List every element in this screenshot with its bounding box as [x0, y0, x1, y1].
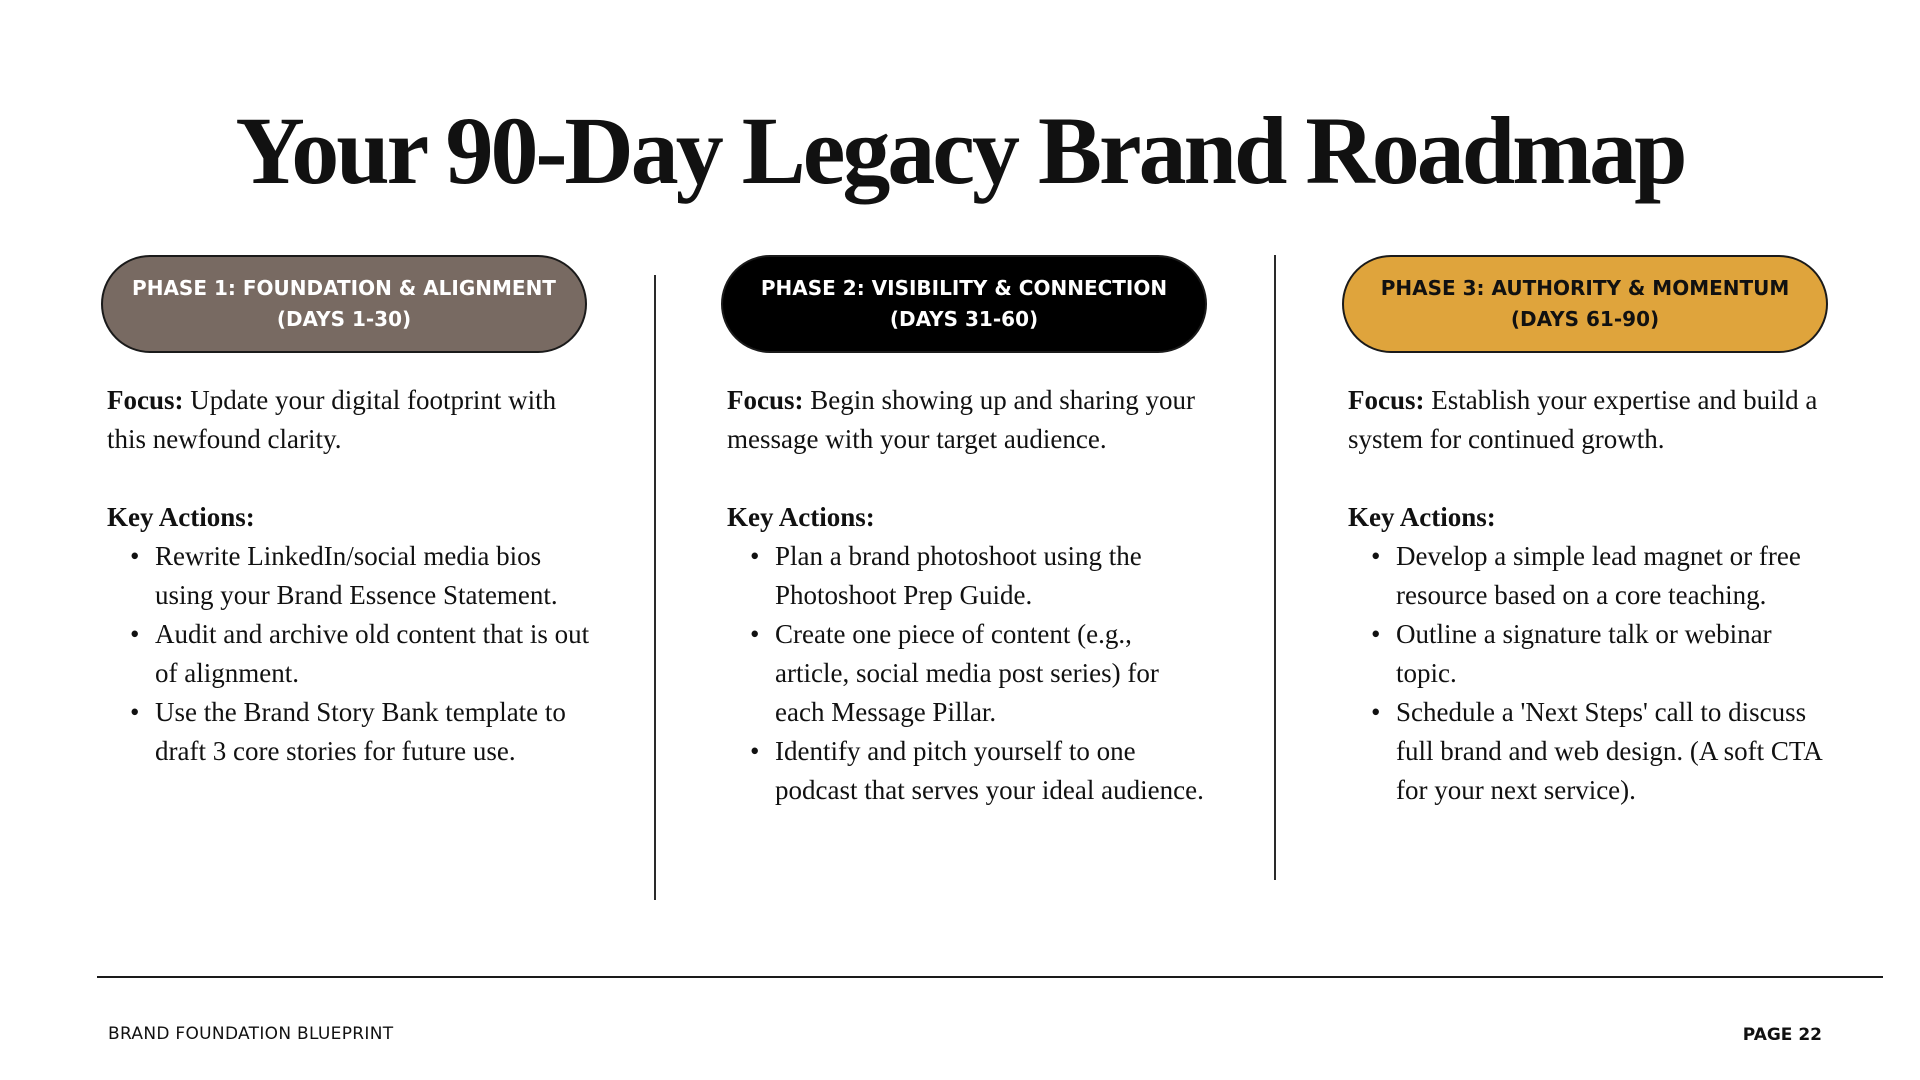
action-item: • Develop a simple lead magnet or free resource based on a core teaching. [1396, 537, 1832, 615]
action-item: • Outline a signature talk or webinar topic. [1396, 615, 1832, 693]
phase-3-column [1342, 255, 1832, 810]
phase-3-badge [1342, 255, 1828, 353]
action-item: • Use the Brand Story Bank template to draft 3 core stories for future use. [155, 693, 591, 771]
phase-2-actions-list [727, 537, 1211, 810]
focus-label: Focus: [727, 385, 804, 415]
phase-3-name: PHASE 3: AUTHORITY & MOMENTUM [1380, 276, 1790, 300]
phase-2-column [721, 255, 1211, 810]
phase-2-name: PHASE 2: VISIBILITY & CONNECTION [760, 276, 1168, 300]
phase-1-key-actions-heading: Key Actions: [107, 502, 255, 532]
phase-1-badge [101, 255, 587, 353]
action-item: • Create one piece of content (e.g., article, social media post series) for each Message Pillar. [775, 615, 1211, 732]
phase-2-days: (DAYS 31-60) [889, 307, 1039, 331]
phase-3-content [1342, 381, 1832, 810]
phase-1-days: (DAYS 1-30) [276, 307, 412, 331]
phase-1-column [101, 255, 591, 771]
focus-label: Focus: [107, 385, 184, 415]
page-title: Your 90-Day Legacy Brand Roadmap [235, 97, 1685, 204]
phase-3-days: (DAYS 61-90) [1510, 307, 1660, 331]
action-item: • Schedule a 'Next Steps' call to discuss full brand and web design. (A soft CTA for your next service). [1396, 693, 1832, 810]
footer-document-title: BRAND FOUNDATION BLUEPRINT [108, 1024, 394, 1044]
phase-3-actions-list [1348, 537, 1832, 810]
page-number: PAGE 22 [1742, 1025, 1822, 1045]
focus-label: Focus: [1348, 385, 1425, 415]
column-divider [1274, 255, 1276, 880]
phase-3-key-actions-heading: Key Actions: [1348, 502, 1496, 532]
phase-2-focus-text: Begin showing up and sharing your message with your target audience. [727, 385, 1195, 454]
phase-1-content [101, 381, 591, 771]
footer-divider [97, 976, 1883, 978]
column-divider [654, 275, 656, 900]
action-item: • Audit and archive old content that is out of alignment. [155, 615, 591, 693]
phase-1-name: PHASE 1: FOUNDATION & ALIGNMENT [132, 276, 556, 300]
phase-1-actions-list [107, 537, 591, 771]
phase-2-key-actions-heading: Key Actions: [727, 502, 875, 532]
phase-2-badge [721, 255, 1207, 353]
phase-2-focus [727, 381, 1211, 459]
phase-1-focus [107, 381, 591, 459]
phase-3-focus [1348, 381, 1832, 459]
action-item: • Plan a brand photoshoot using the Photoshoot Prep Guide. [775, 537, 1211, 615]
phase-2-content [721, 381, 1211, 810]
phase-1-focus-text: Update your digital footprint with this newfound clarity. [107, 385, 557, 454]
action-item: • Identify and pitch yourself to one podcast that serves your ideal audience. [775, 732, 1211, 810]
phase-3-focus-text: Establish your expertise and build a system for continued growth. [1348, 385, 1818, 454]
action-item: • Rewrite LinkedIn/social media bios using your Brand Essence Statement. [155, 537, 591, 615]
